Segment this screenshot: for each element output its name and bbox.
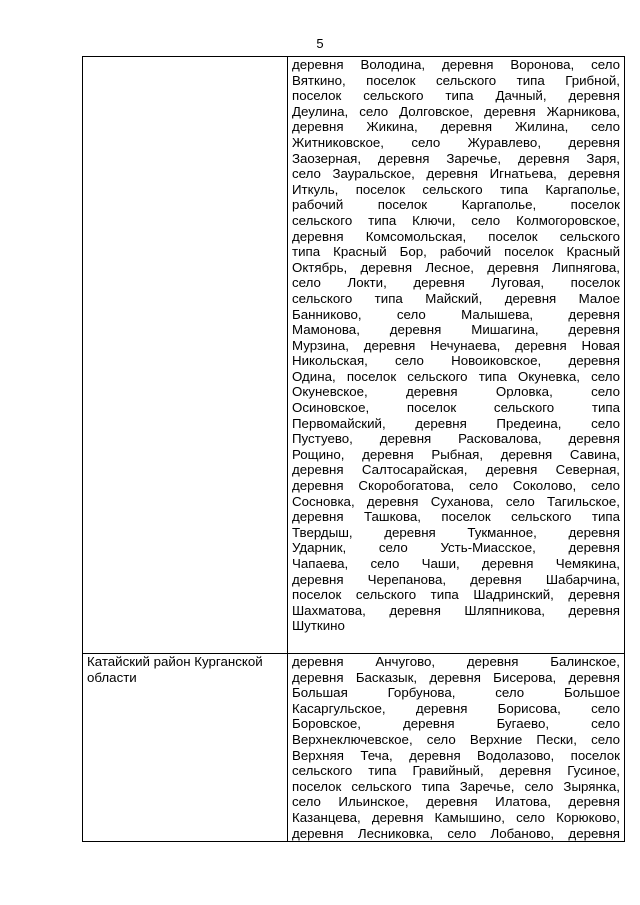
settlement-text-line: деревня Басказык, деревня Бисерова, деревня [292, 669, 620, 685]
settlement-text-line: Мамонова, деревня Мишагина, деревня [292, 322, 620, 338]
settlement-text-line: деревня Володина, деревня Воронова, село [292, 57, 620, 72]
page-number: 5 [316, 36, 324, 51]
settlement-text-line: типа Красный Бор, рабочий поселок Красный [292, 244, 620, 260]
settlement-text-line: Большая Горбунова, село Большое [292, 685, 620, 701]
district-cell [83, 57, 288, 654]
settlement-text-line: Ударник, село Усть-Миасское, деревня [292, 540, 620, 556]
settlement-text-line: Вяткино, поселок сельского типа Грибной, [292, 72, 620, 88]
table-row [83, 57, 625, 654]
settlement-text-line: деревня Жикина, деревня Жилина, село [292, 119, 620, 135]
settlement-text-line: Шуткино [292, 618, 345, 634]
settlement-text-line: Иткуль, поселок сельского типа Каргаполье, [292, 181, 620, 197]
settlement-text-line: поселок сельского типа Шадринский, деревня [292, 587, 620, 603]
settlement-text-line: Боровское, деревня Бугаево, село [292, 716, 620, 732]
settlement-text-line: Житниковское, село Журавлево, деревня [292, 134, 620, 150]
settlement-text-line: Касаргульское, деревня Борисова, село [292, 700, 620, 716]
settlement-text-line: сельского типа Майский, деревня Малое [292, 290, 620, 306]
table-row [83, 654, 625, 842]
settlement-text-line: Октябрь, деревня Лесное, деревня Липнягова, [292, 259, 620, 275]
settlement-text-line: Первомайский, деревня Предеина, село [292, 415, 620, 431]
settlement-text-line: Казанцева, деревня Камышино, село Корюково, [292, 809, 620, 825]
settlement-text-line: деревня Скоробогатова, село Соколово, село [292, 478, 620, 494]
settlement-text-line: Верхняя Теча, деревня Водолазово, поселок [292, 747, 620, 763]
settlements-cell [288, 654, 625, 842]
district-cell: Катайский район Курганской области [83, 654, 288, 842]
settlement-text-line: село Локти, деревня Луговая, поселок [292, 275, 620, 291]
settlement-text-line: Пустуево, деревня Расковалова, деревня [292, 431, 620, 447]
settlement-text-line: Банниково, село Малышева, деревня [292, 306, 620, 322]
settlement-text-line: Одина, поселок сельского типа Окуневка, село [292, 368, 620, 384]
settlement-text-line: поселок сельского типа Заречье, село Зырянка, [292, 778, 620, 794]
settlements-table [82, 56, 625, 842]
settlement-text-line: рабочий поселок Каргаполье, поселок [292, 197, 620, 213]
settlement-text-line: деревня Черепанова, деревня Шабарчина, [292, 571, 620, 587]
settlement-text-line: Никольская, село Новоиковское, деревня [292, 353, 620, 369]
settlement-text-line: деревня Салтосарайская, деревня Северная, [292, 462, 620, 478]
settlement-text-line: Деулина, село Долговское, деревня Жарникова, [292, 103, 620, 119]
settlement-text-line: Окуневское, деревня Орловка, село [292, 384, 620, 400]
settlement-text-line: деревня Ташкова, поселок сельского типа [292, 509, 620, 525]
settlement-text-line: село Зауральское, деревня Игнатьева, деревня [292, 166, 620, 182]
settlement-text-line: деревня Лесниковка, село Лобаново, деревня [292, 825, 620, 841]
settlement-text-line: Шахматова, деревня Шляпникова, деревня [292, 602, 620, 618]
settlement-text-line: Рощино, деревня Рыбная, деревня Савина, [292, 446, 620, 462]
settlement-text-line: село Ильинское, деревня Илатова, деревня [292, 794, 620, 810]
settlement-text-line: Осиновское, поселок сельского типа [292, 400, 620, 416]
settlements-cell [288, 57, 625, 654]
settlement-text-line: Мурзина, деревня Нечунаева, деревня Новая [292, 337, 620, 353]
settlement-text-line: Заозерная, деревня Заречье, деревня Заря, [292, 150, 620, 166]
settlement-text-line: Верхнеключевское, село Верхние Пески, село [292, 731, 620, 747]
settlement-text-line: Твердыш, деревня Тукманное, деревня [292, 524, 620, 540]
settlement-text-line: сельского типа Гравийный, деревня Гусиное, [292, 763, 620, 779]
settlement-text-line: Чапаева, село Чаши, деревня Чемякина, [292, 556, 620, 571]
settlement-text-line: Сосновка, деревня Суханова, село Тагильское, [292, 493, 620, 509]
settlement-text-line: деревня Анчугово, деревня Балинское, [292, 654, 620, 669]
settlement-text-line: поселок сельского типа Дачный, деревня [292, 88, 620, 104]
settlement-text-line: сельского типа Ключи, село Колмогоровское, [292, 212, 620, 228]
settlement-text-line: деревня Комсомольская, поселок сельского [292, 228, 620, 244]
